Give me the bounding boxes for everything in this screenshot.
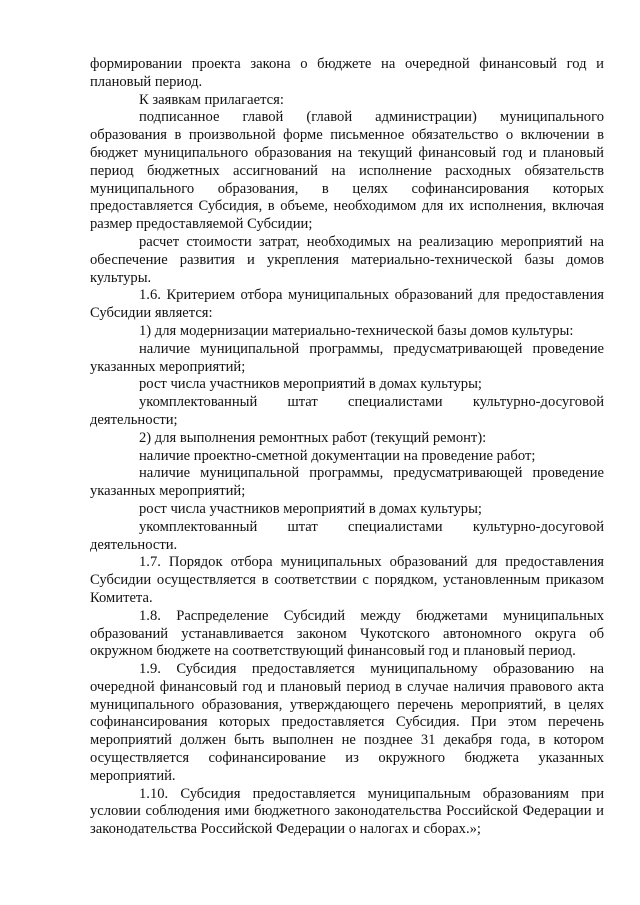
paragraph-1-7-selection-procedure: 1.7. Порядок отбора муниципальных образований для предоставления Субсидии осуществляется в соответствии с порядком, установленным приказом Комитета.	[90, 554, 604, 606]
paragraph-staffing: укомплектованный штат специалистами культурно-досуговой деятельности;	[90, 394, 604, 428]
paragraph-municipal-program-repair: наличие муниципальной программы, предусматривающей проведение указанных мероприятий;	[90, 465, 604, 500]
paragraph-participants-growth: рост числа участников мероприятий в домах культуры;	[139, 376, 482, 393]
paragraph-municipal-program: наличие муниципальной программы, предусматривающей проведение указанных мероприятий;	[90, 340, 604, 375]
paragraph-signed-obligation: подписанное главой (главой администрации) муниципального образования в произвольной форме письменное обязательство о включении в бюджет муниципального образования на текущий финансовый год и плановый период бюджетных ассигнований на исполнение расходных обязательств муниципального образования, в целях софинансирования которых предоставляется Субсидия, в объеме, необходимом для их исполнения, включая размер предоставляемой Субсидии;	[90, 109, 604, 233]
paragraph-design-documentation: наличие проектно-сметной документации на проведение работ;	[139, 447, 536, 464]
paragraph-repair-heading: 2) для выполнения ремонтных работ (текущий ремонт):	[139, 429, 487, 446]
paragraph-budget-continuation: формировании проекта закона о бюджете на очередной финансовый год и плановый период.	[90, 56, 604, 90]
paragraph-modernization-heading: 1) для модернизации материально-технической базы домов культуры:	[139, 322, 574, 339]
document-page	[90, 56, 604, 839]
paragraph-1-10-conditions: 1.10. Субсидия предоставляется муниципальным образованиям при условии соблюдения ими бюджетного законодательства Российской Федерации и законодательства Российской Федерации о налогах и сборах.»;	[90, 785, 604, 838]
paragraph-1-6-criterion: 1.6. Критерием отбора муниципальных образований для предоставления Субсидии является:	[90, 287, 604, 322]
paragraph-staffing-repair: укомплектованный штат специалистами культурно-досуговой деятельности.	[90, 518, 604, 553]
paragraph-attachments-heading: К заявкам прилагается:	[139, 91, 284, 108]
paragraph-cost-calculation: расчет стоимости затрат, необходимых на реализацию мероприятий на обеспечение развития и укрепления материально-технической базы домов культуры.	[90, 233, 604, 286]
paragraph-1-8-distribution: 1.8. Распределение Субсидий между бюджетами муниципальных образований устанавливается законом Чукотского автономного округа об окружном бюджете на соответствующий финансовый год и плановый период.	[90, 607, 604, 660]
paragraph-1-9-provision: 1.9. Субсидия предоставляется муниципальному образованию на очередной финансовый год и плановый период в случае наличия правового акта муниципального образования, утверждающего перечень мероприятий, в целях софинансирования которых предоставляется Субсидия. При этом перечень мероприятий должен быть выполнен не позднее 31 декабря года, в котором осуществляется софинансирование из окружного бюджета указанных мероприятий.	[90, 661, 604, 784]
paragraph-participants-growth-repair: рост числа участников мероприятий в домах культуры;	[139, 500, 482, 517]
